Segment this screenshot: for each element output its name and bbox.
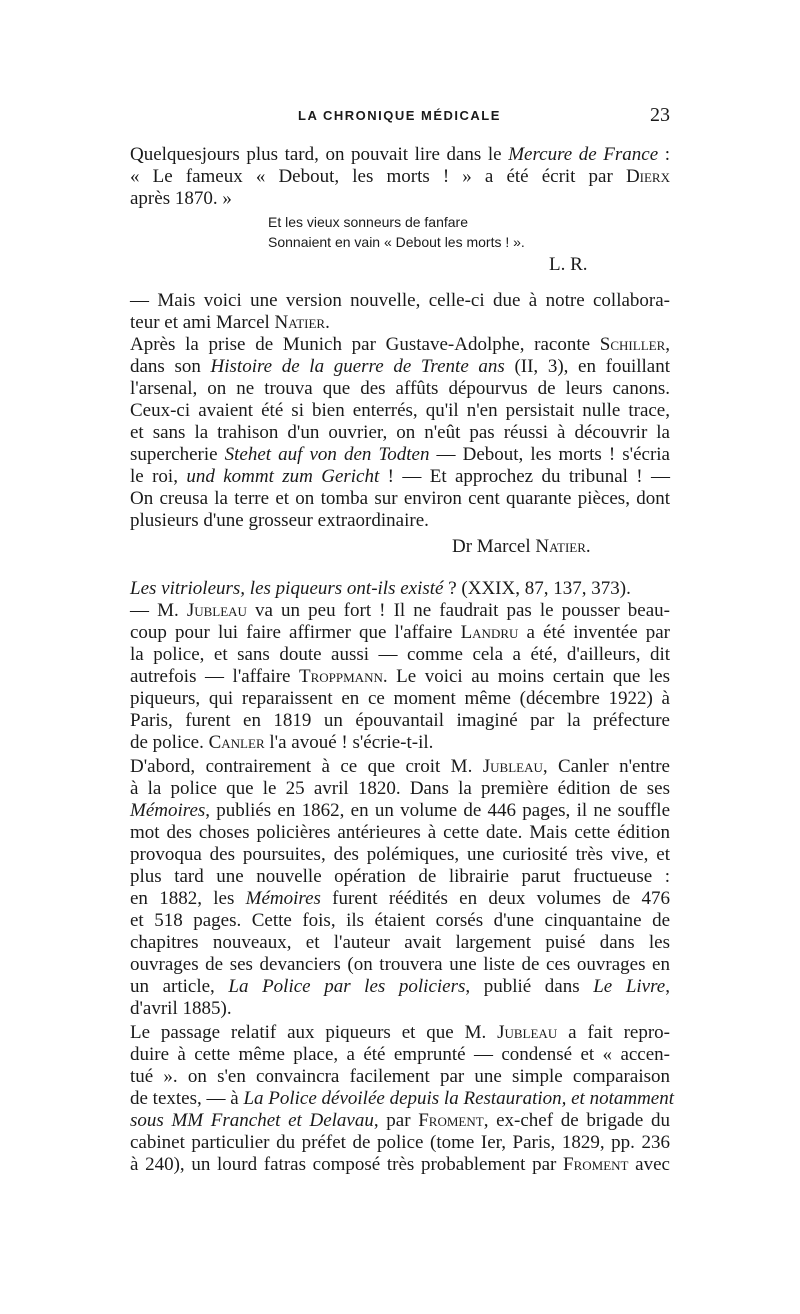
text-line: teur et ami Marcel Natier. bbox=[130, 312, 330, 333]
text-line: plusieurs d'une grosseur extraordinaire. bbox=[130, 510, 429, 531]
signature: L. R. bbox=[549, 254, 588, 275]
text-line: un article, La Police par les policiers, publié dans Le Livre, bbox=[130, 976, 670, 997]
text-line: d'avril 1885). bbox=[130, 998, 232, 1019]
text-line: Les vitrioleurs, les piqueurs ont-ils existé ? (XXIX, 87, 137, 373). bbox=[130, 578, 631, 599]
text-line: dans son Histoire de la guerre de Trente ans (II, 3), en fouillant bbox=[130, 356, 670, 377]
text-line: coup pour lui faire affirmer que l'affaire Landru a été inventée par bbox=[130, 622, 670, 643]
text-line: mot des choses policières antérieures à cette date. Mais cette édition bbox=[130, 822, 670, 843]
text-line: Paris, furent en 1819 un épouvantail imaginé par la préfecture bbox=[130, 710, 670, 731]
text-line: — M. Jubleau va un peu fort ! Il ne faudrait pas le pousser beau- bbox=[130, 600, 670, 621]
signature: Dr Marcel Natier. bbox=[452, 536, 591, 557]
text-line: Après la prise de Munich par Gustave-Adolphe, raconte Schiller, bbox=[130, 334, 670, 355]
text-line: cabinet particulier du préfet de police (tome Ier, Paris, 1829, pp. 236 bbox=[130, 1132, 670, 1153]
text-line: tué ». on s'en convaincra facilement par une simple comparaison bbox=[130, 1066, 670, 1087]
text-line: chapitres nouveaux, et l'auteur avait largement puisé dans les bbox=[130, 932, 670, 953]
text-line: ouvrages de ses devanciers (on trouvera une liste de ces ouvrages en bbox=[130, 954, 670, 975]
text-line: de textes, — à La Police dévoilée depuis la Restauration, et notamment bbox=[130, 1088, 675, 1109]
text-line: l'arsenal, on ne trouva que des affûts dépourvus de leurs canons. bbox=[130, 378, 670, 399]
text-line: à la police que le 25 avril 1820. Dans la première édition de ses bbox=[130, 778, 670, 799]
text-line: sous MM Franchet et Delavau, par Froment, ex-chef de brigade du bbox=[130, 1110, 670, 1131]
verse-line: Et les vieux sonneurs de fanfare bbox=[268, 214, 469, 230]
text-line: provoqua des poursuites, des polémiques, une curiosité très vive, et bbox=[130, 844, 670, 865]
page-number: 23 bbox=[650, 104, 670, 126]
text-line: Quelquesjours plus tard, on pouvait lire dans le Mercure de France : bbox=[130, 144, 671, 165]
text-line: autrefois — l'affaire Troppmann. Le voici au moins certain que les bbox=[130, 666, 670, 687]
text-line: duire à cette même place, a été emprunté — condensé et « accen- bbox=[130, 1044, 670, 1065]
text-line: plus tard une nouvelle opération de librairie parut fructueuse : bbox=[130, 866, 670, 887]
text-line: de police. Canler l'a avoué ! s'écrie-t-il. bbox=[130, 732, 434, 753]
running-title: LA CHRONIQUE MÉDICALE bbox=[298, 108, 501, 123]
text-line: et sans la trahison d'un ouvrier, on n'eût pas réussi à découvrir la bbox=[130, 422, 670, 443]
text-line: la police, et sans doute aussi — comme cela a été, d'ailleurs, dit bbox=[130, 644, 670, 665]
page-header bbox=[130, 104, 670, 128]
text-line: le roi, und kommt zum Gericht ! — Et approchez du tribunal ! — bbox=[130, 466, 670, 487]
text-line: Mémoires, publiés en 1862, en un volume de 446 pages, il ne souffle bbox=[130, 800, 670, 821]
text-line: — Mais voici une version nouvelle, celle-ci due à notre collabora- bbox=[130, 290, 670, 311]
verse-line: Sonnaient en vain « Debout les morts ! ». bbox=[268, 234, 525, 250]
text-line: D'abord, contrairement à ce que croit M. Jubleau, Canler n'entre bbox=[130, 756, 670, 777]
text-line: supercherie Stehet auf von den Todten — Debout, les morts ! s'écria bbox=[130, 444, 670, 465]
text-line: piqueurs, qui reparaissent en ce moment même (décembre 1922) à bbox=[130, 688, 670, 709]
text-line: et 518 pages. Cette fois, ils étaient corsés d'une cinquantaine de bbox=[130, 910, 670, 931]
text-line: On creusa la terre et on tomba sur environ cent quarante pièces, dont bbox=[130, 488, 670, 509]
text-line: « Le fameux « Debout, les morts ! » a été écrit par Dierx bbox=[130, 166, 670, 187]
text-line: Ceux-ci avaient été si bien enterrés, qu'il n'en persistait nulle trace, bbox=[130, 400, 670, 421]
text-line: Le passage relatif aux piqueurs et que M. Jubleau a fait repro- bbox=[130, 1022, 670, 1043]
text-line: après 1870. » bbox=[130, 188, 232, 209]
text-line: à 240), un lourd fatras composé très probablement par Froment avec bbox=[130, 1154, 670, 1175]
text-line: en 1882, les Mémoires furent réédités en deux volumes de 476 bbox=[130, 888, 670, 909]
